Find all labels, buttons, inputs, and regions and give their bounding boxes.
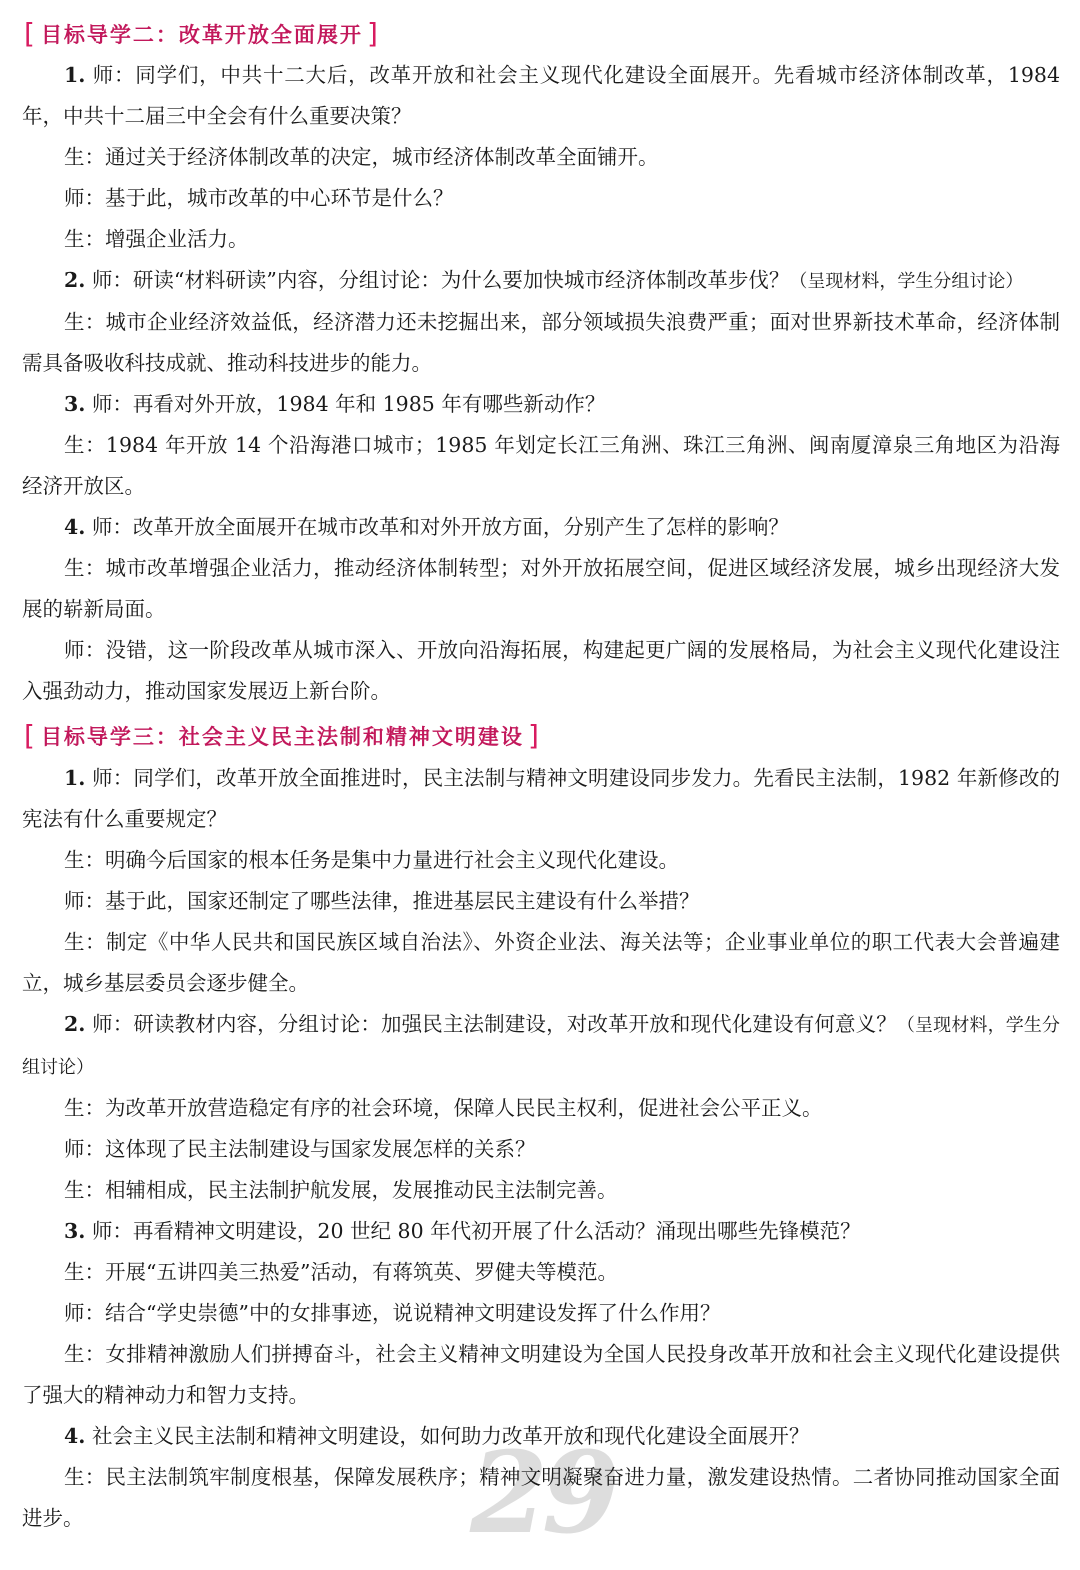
paragraph-text: 生：民主法制筑牢制度根基，保障发展秩序；精神文明凝聚奋进力量，激发建设热情。二者协同推动国家全面进步。 bbox=[22, 1465, 1060, 1530]
paragraph bbox=[22, 507, 1060, 548]
paragraph bbox=[22, 758, 1060, 840]
item-number: 2. bbox=[64, 1012, 86, 1036]
paragraph bbox=[22, 1293, 1060, 1334]
page-number-watermark: 29 bbox=[470, 1428, 614, 1559]
paragraph bbox=[22, 1252, 1060, 1293]
section-title: 目标导学二：改革开放全面展开 bbox=[40, 23, 363, 47]
paragraph-text: 生：开展“五讲四美三热爱”活动，有蒋筑英、罗健夫等模范。 bbox=[64, 1260, 618, 1284]
paragraph bbox=[22, 881, 1060, 922]
paragraph-text: 社会主义民主法制和精神文明建设，如何助力改革开放和现代化建设全面展开？ bbox=[91, 1424, 810, 1448]
bracket-close: ] bbox=[366, 17, 380, 50]
paragraph-text: 师：研读“材料研读”内容，分组讨论：为什么要加快城市经济体制改革步伐？ bbox=[91, 268, 790, 292]
paragraph bbox=[22, 384, 1060, 425]
paragraph-text: 生：增强企业活力。 bbox=[64, 227, 249, 251]
paragraph bbox=[22, 630, 1060, 712]
paragraph-text: 生：城市企业经济效益低，经济潜力还未挖掘出来，部分领域损失浪费严重；面对世界新技术革命，经济体制需具备吸收科技成就、推动科技进步的能力。 bbox=[22, 310, 1060, 375]
paragraph-text: 师：基于此，城市改革的中心环节是什么？ bbox=[64, 186, 454, 210]
paragraph bbox=[22, 1170, 1060, 1211]
paragraph bbox=[22, 922, 1060, 1004]
paragraph-text: 师：同学们，改革开放全面推进时，民主法制与精神文明建设同步发力。先看民主法制，1982 年新修改的宪法有什么重要规定？ bbox=[22, 766, 1060, 831]
paragraph bbox=[22, 178, 1060, 219]
section-body-3 bbox=[22, 758, 1060, 1539]
paragraph bbox=[22, 137, 1060, 178]
paragraph-text: 师：再看对外开放，1984 年和 1985 年有哪些新动作？ bbox=[91, 392, 606, 416]
paragraph bbox=[22, 425, 1060, 507]
section-header-2 bbox=[20, 14, 384, 54]
paragraph-text: 师：同学们，中共十二大后，改革开放和社会主义现代化建设全面展开。先看城市经济体制改革，1984年，中共十二届三中全会有什么重要决策？ bbox=[22, 63, 1060, 128]
bracket-close: ] bbox=[527, 719, 541, 752]
paragraph-text: 生：城市改革增强企业活力，推动经济体制转型；对外开放拓展空间，促进区域经济发展，城乡出现经济大发展的崭新局面。 bbox=[22, 556, 1060, 621]
paragraph-text: 师：没错，这一阶段改革从城市深入、开放向沿海拓展，构建起更广阔的发展格局，为社会主义现代化建设注入强劲动力，推动国家发展迈上新台阶。 bbox=[22, 638, 1060, 703]
paragraph-text: 师：这体现了民主法制建设与国家发展怎样的关系？ bbox=[64, 1137, 536, 1161]
item-number: 4. bbox=[64, 515, 86, 539]
paragraph bbox=[22, 840, 1060, 881]
paragraph-text: 生：制定《中华人民共和国民族区域自治法》、外资企业法、海关法等；企业事业单位的职工代表大会普遍建立，城乡基层委员会逐步健全。 bbox=[22, 930, 1060, 995]
paragraph-text: 师：研读教材内容，分组讨论：加强民主法制建设，对改革开放和现代化建设有何意义？ bbox=[92, 1012, 897, 1036]
paragraph-text: 生：明确今后国家的根本任务是集中力量进行社会主义现代化建设。 bbox=[64, 848, 679, 872]
paragraph-text: 师：改革开放全面展开在城市改革和对外开放方面，分别产生了怎样的影响？ bbox=[91, 515, 789, 539]
paragraph bbox=[22, 302, 1060, 384]
section-header-3 bbox=[20, 716, 545, 756]
paragraph bbox=[22, 219, 1060, 260]
item-number: 1. bbox=[64, 63, 86, 87]
item-number: 3. bbox=[64, 392, 86, 416]
paragraph-text: 师：再看精神文明建设，20 世纪 80 年代初开展了什么活动？涌现出哪些先锋模范？ bbox=[91, 1219, 861, 1243]
paragraph-text: 生：1984 年开放 14 个沿海港口城市；1985 年划定长江三角洲、珠江三角洲、闽南厦漳泉三角地区为沿海经济开放区。 bbox=[22, 433, 1060, 498]
item-number: 4. bbox=[64, 1424, 86, 1448]
paragraph bbox=[22, 55, 1060, 137]
paragraph-text: 生：通过关于经济体制改革的决定，城市经济体制改革全面铺开。 bbox=[64, 145, 659, 169]
paragraph bbox=[22, 1129, 1060, 1170]
paragraph bbox=[22, 1211, 1060, 1252]
paragraph-text: 生：相辅相成，民主法制护航发展，发展推动民主法制完善。 bbox=[64, 1178, 618, 1202]
paragraph-text: 生：为改革开放营造稳定有序的社会环境，保障人民民主权利，促进社会公平正义。 bbox=[64, 1096, 823, 1120]
paragraph-text: 师：基于此，国家还制定了哪些法律，推进基层民主建设有什么举措？ bbox=[64, 889, 700, 913]
bracket-open: [ bbox=[24, 719, 37, 752]
paragraph bbox=[22, 1334, 1060, 1416]
paragraph-text: 生：女排精神激励人们拼搏奋斗，社会主义精神文明建设为全国人民投身改革开放和社会主义现代化建设提供了强大的精神动力和智力支持。 bbox=[22, 1342, 1060, 1407]
paragraph bbox=[22, 1416, 1060, 1457]
bracket-open: [ bbox=[24, 17, 37, 50]
paragraph-note: （呈现材料，学生分组讨论） bbox=[22, 1015, 1060, 1078]
paragraph-note: （呈现材料，学生分组讨论） bbox=[789, 271, 1024, 292]
item-number: 1. bbox=[64, 766, 86, 790]
section-body-2 bbox=[22, 55, 1060, 712]
section-title: 目标导学三：社会主义民主法制和精神文明建设 bbox=[40, 725, 524, 749]
item-number: 3. bbox=[64, 1219, 86, 1243]
paragraph bbox=[22, 548, 1060, 630]
paragraph bbox=[22, 1457, 1060, 1539]
paragraph bbox=[22, 260, 1060, 302]
paragraph bbox=[22, 1088, 1060, 1129]
item-number: 2. bbox=[64, 268, 86, 292]
paragraph bbox=[22, 1004, 1060, 1088]
paragraph-text: 师：结合“学史崇德”中的女排事迹，说说精神文明建设发挥了什么作用？ bbox=[64, 1301, 721, 1325]
